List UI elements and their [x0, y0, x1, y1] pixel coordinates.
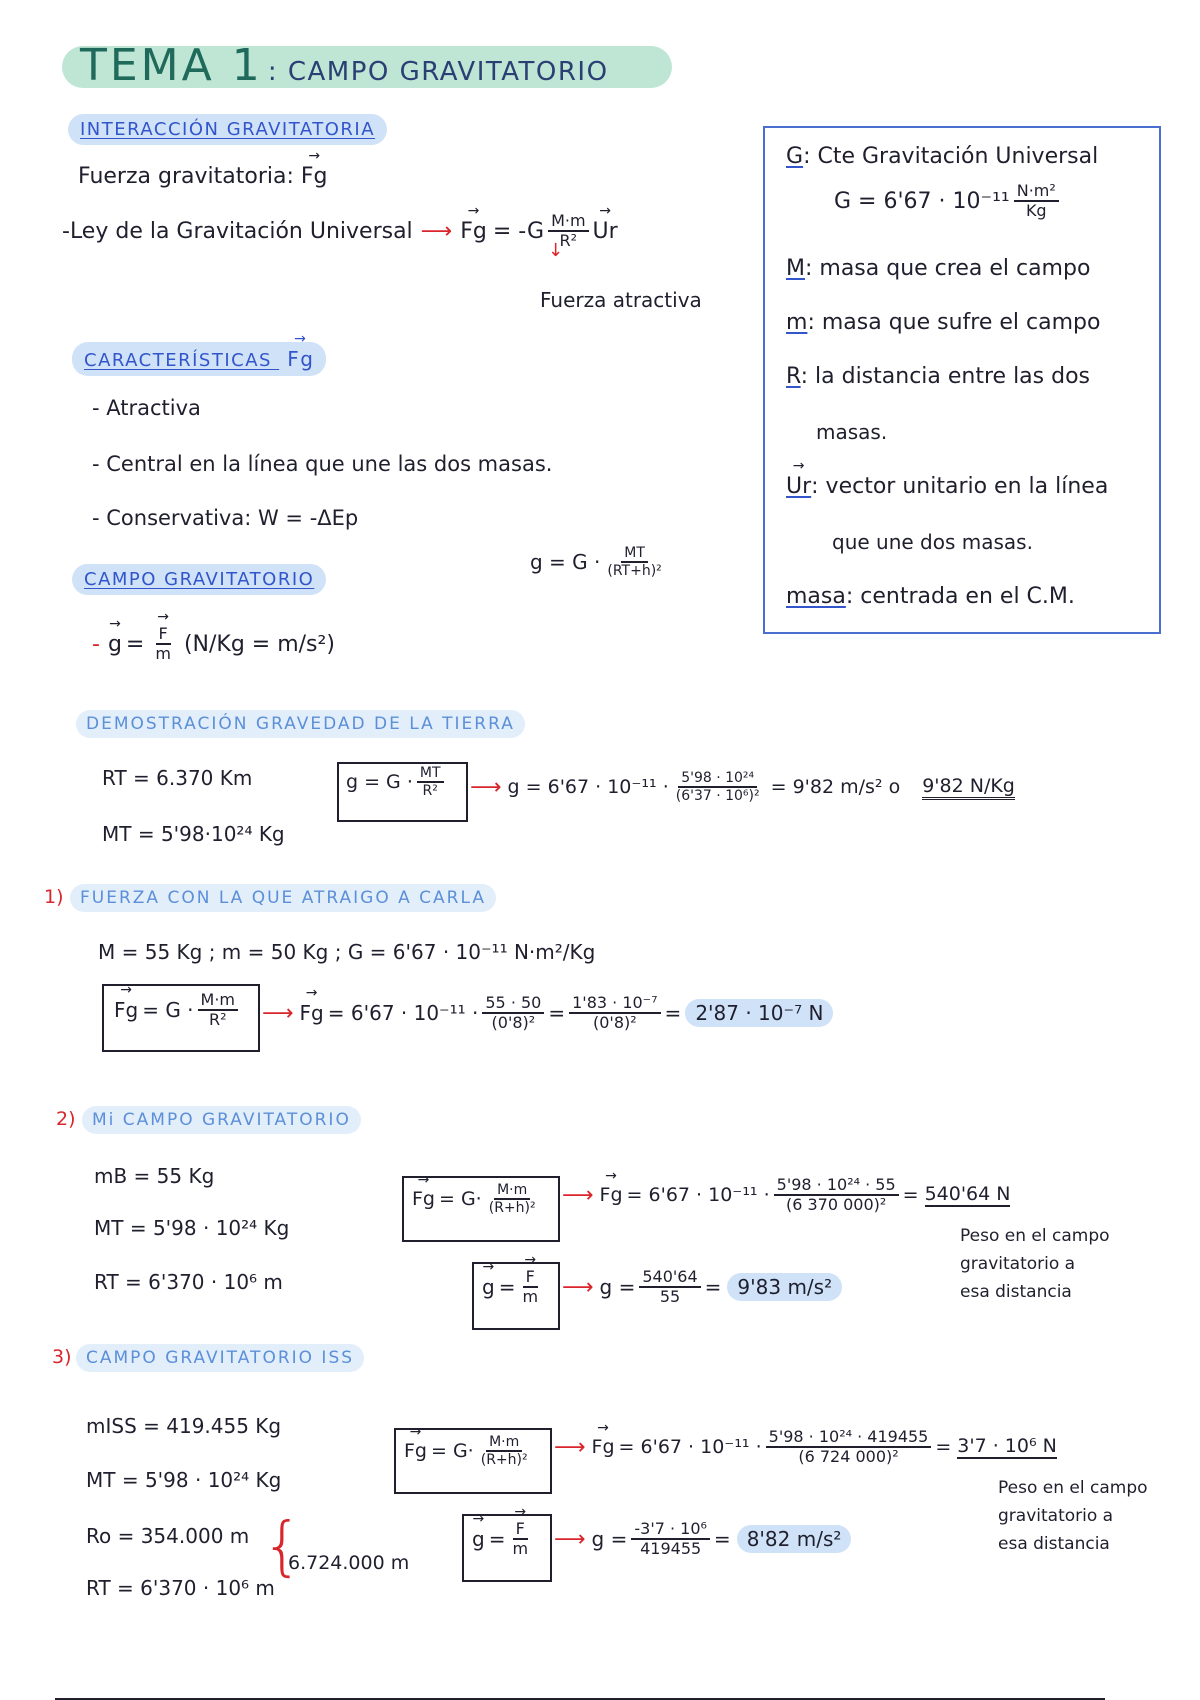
p2-calc1-res: 540'64 N [924, 1183, 1011, 1206]
p1-box-eq: = G · [142, 998, 194, 1023]
p2-box1-lhs: → Fg [412, 1188, 435, 1210]
p2-calc1-lhs: → Fg [600, 1184, 623, 1206]
ley-eq: = -G [492, 218, 545, 244]
p1-calc-fraction2 [569, 994, 660, 1033]
p2-note-line: Peso en el campo [960, 1226, 1110, 1246]
legend-G-unit-den: Kg [1025, 201, 1047, 221]
p3-box2-fraction [509, 1520, 531, 1559]
p1-box-num: M·m [198, 991, 238, 1011]
campo-def-fraction [152, 625, 174, 664]
p3-sum: 6.724.000 m [288, 1552, 410, 1574]
legend-masa-desc: : centrada en el C.M. [845, 584, 1075, 609]
p3-note-line: Peso en el campo [998, 1478, 1148, 1498]
p2-box2-lhs: → g [482, 1275, 495, 1299]
p3-calc2 [554, 1520, 851, 1559]
legend-R [786, 364, 1090, 389]
ley-label: -Ley de la Gravitación Universal [62, 218, 413, 244]
demo-box-den: R² [422, 783, 438, 800]
p2-calc2 [562, 1268, 842, 1307]
p2-calc2-num: 540'64 [639, 1268, 700, 1288]
legend-m-desc: : masa que sufre el campo [807, 310, 1101, 335]
p2-result: 9'83 m/s² [727, 1273, 842, 1301]
legend-R-desc: : la distancia entre las dos [800, 364, 1091, 389]
p3-box1-num: M·m [486, 1434, 522, 1452]
p2-calc2-den: 55 [659, 1287, 681, 1307]
p3-heading: CAMPO GRAVITATORIO ISS [76, 1344, 364, 1372]
p3-equals: = [935, 1436, 952, 1459]
p1-equals: = [548, 1001, 566, 1026]
p1-calc-num: 55 · 50 [482, 994, 544, 1014]
arrow-icon: ⟶ [562, 1182, 594, 1208]
p3-box1-lhs: → Fg [404, 1440, 427, 1462]
campo-def-num: → F [156, 625, 171, 645]
legend-G [786, 144, 1098, 169]
p1-heading: FUERZA CON LA QUE ATRAIGO A CARLA [70, 884, 496, 912]
demo-box-fraction [417, 765, 444, 799]
p3-note [998, 1474, 1148, 1558]
legend-G-unit-num: N·m² [1014, 182, 1059, 202]
p2-mb: mB = 55 Kg [94, 1164, 215, 1188]
brace-icon: { [262, 1510, 303, 1584]
legend-M-desc: : masa que crea el campo [804, 256, 1091, 281]
ley-unit-vector: → Ur [593, 219, 618, 244]
legend-M [786, 256, 1090, 281]
campo-def-eq: = [125, 631, 145, 657]
legend-G-label: G [786, 144, 804, 169]
p1-number: 1) [44, 886, 64, 908]
section-interaccion-heading: INTERACCIÓN GRAVITATORIA [68, 114, 387, 145]
demo-calc-num: 5'98 · 10²⁴ [678, 770, 757, 788]
p3-number: 3) [52, 1346, 72, 1368]
legend-M-label: M [786, 256, 805, 281]
arrow-icon: ⟶ [554, 1434, 586, 1460]
p3-MT: MT = 5'98 · 10²⁴ Kg [86, 1468, 282, 1492]
caracteristica-item: - Conservativa: W = -ΔEp [92, 506, 359, 530]
p2-box1-fraction [486, 1182, 539, 1216]
p2-MT: MT = 5'98 · 10²⁴ Kg [94, 1216, 290, 1240]
p1-box-den: R² [209, 1010, 227, 1030]
demo-calc-lhs: g = 6'67 · 10⁻¹¹ · [507, 776, 669, 799]
p2-box1-num: M·m [494, 1182, 530, 1200]
arrow-icon: ⟶ [470, 774, 502, 800]
p3-box2-num: → F [513, 1520, 528, 1540]
demo-box-formula [346, 765, 448, 799]
p3-box2-eq: = [488, 1527, 506, 1552]
page-title [80, 40, 609, 91]
p2-box1-den: (R+h)² [488, 1200, 536, 1217]
demo-box-lhs: g = G · [346, 771, 413, 794]
p3-Ro: Ro = 354.000 m [86, 1524, 250, 1548]
legend-G-value [834, 182, 1063, 221]
demo-box-num: MT [417, 765, 444, 783]
demo-calc-res: = 9'82 m/s² o [770, 776, 901, 799]
caracteristica-item: - Central en la línea que une las dos masas. [92, 452, 553, 476]
p3-RT: RT = 6'370 · 10⁶ m [86, 1576, 275, 1600]
title-main: TEMA 1 [80, 40, 263, 91]
p3-box2-den: m [512, 1539, 529, 1559]
arrow-icon: ⟶ [554, 1526, 586, 1552]
p2-heading: Mi CAMPO GRAVITATORIO [82, 1106, 361, 1134]
p3-box2-lhs: → g [472, 1527, 485, 1551]
p1-result: 2'87 · 10⁻⁷ N [685, 999, 833, 1027]
p3-result: 8'82 m/s² [737, 1525, 852, 1553]
arrow-icon: ⟶ [562, 1274, 594, 1300]
p1-equals2: = [664, 1001, 682, 1026]
p3-calc1 [554, 1428, 1057, 1467]
p3-calc2-den: 419455 [640, 1539, 702, 1559]
p2-equals2: = [704, 1275, 722, 1300]
p2-calc1-den: (6 370 000)² [785, 1195, 887, 1215]
p2-box2-den: m [522, 1287, 539, 1307]
p3-calc1-den: (6 724 000)² [798, 1447, 899, 1467]
p2-note-line: gravitatorio a [960, 1254, 1076, 1274]
p3-note-line: gravitatorio a [998, 1506, 1114, 1526]
p3-box1-eq: = G· [431, 1440, 474, 1463]
p3-calc2-num: -3'7 · 10⁶ [631, 1520, 710, 1540]
p2-calc2-lhs: g = [599, 1275, 636, 1300]
p2-calc1-eq: = 6'67 · 10⁻¹¹ · [626, 1184, 770, 1207]
p3-box1-fraction [478, 1434, 531, 1468]
campo-def-prefix: - [92, 631, 100, 657]
demo-calc-den: (6'37 · 10⁶)² [675, 788, 760, 805]
p3-calc2-fraction [631, 1520, 710, 1559]
legend-G-value-text: G = 6'67 · 10⁻¹¹ [834, 188, 1010, 214]
p1-calc-num2: 1'83 · 10⁻⁷ [569, 994, 660, 1014]
p2-box2-formula [482, 1268, 545, 1307]
p3-calc1-num: 5'98 · 10²⁴ · 419455 [766, 1428, 932, 1448]
legend-R-desc2: masas. [816, 420, 888, 444]
p2-box2-fraction [519, 1268, 541, 1307]
p1-calc-eq: = 6'67 · 10⁻¹¹ · [327, 1001, 479, 1026]
fuerza-label: Fuerza gravitatoria: [78, 164, 294, 189]
campo-definition [92, 625, 335, 664]
p1-calc [262, 994, 833, 1033]
p1-calc-den: (0'8)² [491, 1013, 536, 1033]
legend-R-label: R [786, 364, 801, 389]
p3-box1-formula [404, 1434, 535, 1468]
fuerza-symbol: → Fg [301, 164, 328, 189]
p3-calc1-res: 3'7 · 10⁶ N [957, 1435, 1057, 1458]
caracteristica-item: - Atractiva [92, 396, 201, 420]
p2-calc1-num: 5'98 · 10²⁴ · 55 [774, 1176, 899, 1196]
legend-masa [786, 584, 1075, 609]
section-demo-heading: DEMOSTRACIÓN GRAVEDAD DE LA TIERRA [76, 710, 525, 738]
arrow-icon: ⟶ [262, 1000, 294, 1026]
legend-m-label: m [786, 310, 808, 335]
legend-m [786, 310, 1100, 335]
demo-calc-fraction [673, 770, 763, 804]
p2-calc1-fraction [774, 1176, 899, 1215]
p3-calc1-fraction [766, 1428, 932, 1467]
p2-calc2-fraction [639, 1268, 700, 1307]
legend-G-desc: : Cte Gravitación Universal [803, 144, 1099, 169]
demo-RT: RT = 6.370 Km [102, 766, 253, 790]
p3-calc1-lhs: → Fg [592, 1436, 615, 1458]
p1-data: M = 55 Kg ; m = 50 Kg ; G = 6'67 · 10⁻¹¹ N·m²/Kg [98, 940, 596, 964]
campo-def-den: m [155, 644, 171, 664]
legend-masa-label: masa [786, 584, 846, 609]
caracteristicas-symbol: → Fg [287, 347, 314, 371]
section-campo-heading: CAMPO GRAVITATORIO [72, 564, 326, 595]
p3-miss: mISS = 419.455 Kg [86, 1414, 282, 1438]
p3-box1-den: (R+h)² [480, 1452, 528, 1469]
campo-def-lhs: → g [108, 632, 122, 657]
p1-calc-fraction [482, 994, 544, 1033]
p3-calc1-eq: = 6'67 · 10⁻¹¹ · [618, 1436, 762, 1459]
ley-den: R² [559, 231, 578, 251]
ley-lhs: → Fg [460, 219, 487, 244]
p2-box1-formula [412, 1182, 543, 1216]
campo-g-formula [530, 545, 669, 579]
g-formula-fraction [604, 545, 664, 579]
g-formula-num: MT [621, 545, 648, 563]
legend-Ur-label: → Ur [786, 474, 811, 499]
p1-box-lhs: → Fg [114, 998, 138, 1022]
fuerza-atractiva-note: Fuerza atractiva [540, 288, 702, 312]
fuerza-gravitatoria-line [78, 164, 328, 189]
demo-MT: MT = 5'98·10²⁴ Kg [102, 822, 285, 846]
p2-box2-eq: = [498, 1275, 516, 1300]
p3-equals2: = [713, 1527, 731, 1552]
p2-RT: RT = 6'370 · 10⁶ m [94, 1270, 283, 1294]
caracteristicas-title: CARACTERÍSTICAS [84, 350, 272, 371]
section-caracteristicas-heading [72, 342, 326, 376]
demo-calc-final: 9'82 N/Kg [922, 775, 1015, 800]
p1-calc-lhs: → Fg [300, 1001, 324, 1025]
p3-calc2-lhs: g = [591, 1527, 628, 1552]
p2-note [960, 1222, 1110, 1306]
arrow-icon: ⟶ [420, 218, 453, 244]
p1-box-fraction [198, 991, 238, 1030]
ley-num: M·m [548, 212, 588, 232]
p2-number: 2) [56, 1108, 76, 1130]
p2-box2-num: → F [523, 1268, 538, 1288]
p3-box2-formula [472, 1520, 535, 1559]
legend-Ur-desc: : vector unitario en la línea [811, 474, 1109, 499]
p2-equals: = [902, 1184, 919, 1207]
legend-Ur [786, 474, 1108, 499]
g-formula-lhs: g = G · [530, 550, 601, 575]
p1-box-formula [114, 991, 242, 1030]
p2-calc1 [562, 1176, 1010, 1215]
legend-G-unit [1014, 182, 1059, 221]
p1-calc-den2: (0'8)² [593, 1013, 637, 1033]
p3-note-line: esa distancia [998, 1534, 1110, 1554]
down-arrow-icon: ↓ [548, 240, 564, 261]
demo-calc [470, 770, 1015, 804]
campo-def-units: (N/Kg = m/s²) [183, 631, 335, 657]
g-formula-den: (RT+h)² [607, 563, 662, 580]
p2-note-line: esa distancia [960, 1282, 1072, 1302]
ley-gravitacion-line [62, 212, 618, 251]
legend-Ur-desc2: que une dos masas. [832, 530, 1033, 554]
title-sub: : CAMPO GRAVITATORIO [267, 57, 609, 87]
p2-box1-eq: = G· [439, 1188, 482, 1211]
